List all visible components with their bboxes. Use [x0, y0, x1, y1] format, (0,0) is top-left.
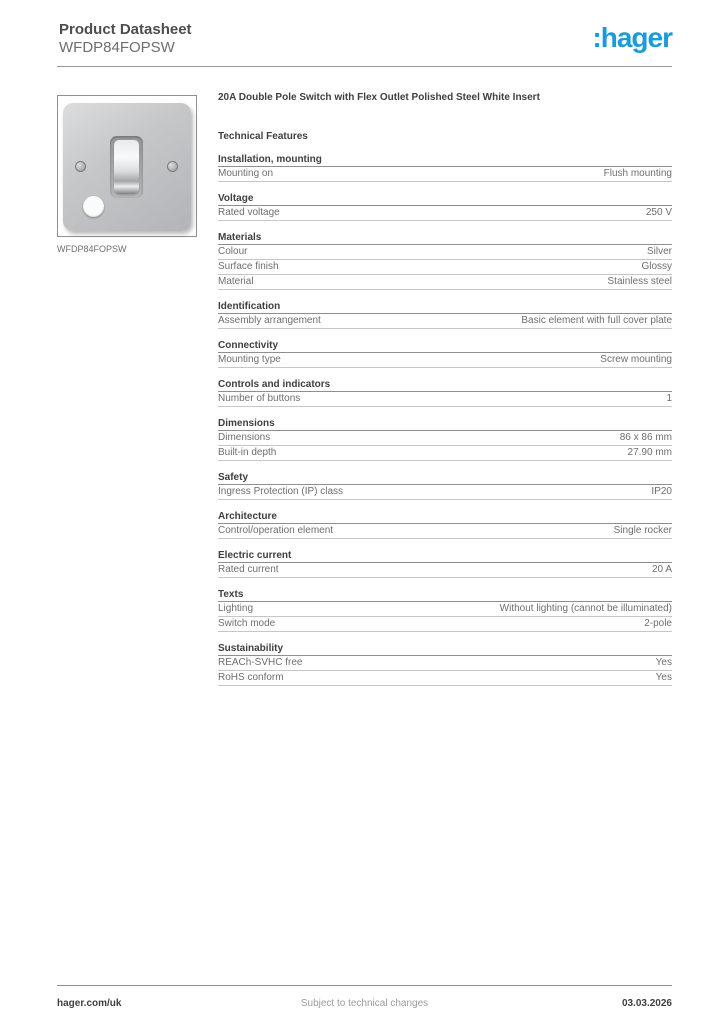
technical-features-heading: Technical Features — [218, 131, 308, 142]
image-caption: WFDP84FOPSW — [57, 244, 127, 254]
spec-label: Number of buttons — [218, 393, 301, 404]
page-header — [59, 21, 672, 57]
spec-row — [218, 602, 672, 617]
page-footer — [57, 997, 672, 1011]
spec-label: Mounting type — [218, 354, 281, 365]
spec-section — [218, 231, 672, 290]
spec-value: Without lighting (cannot be illuminated) — [499, 603, 672, 614]
spec-value: Yes — [655, 657, 672, 668]
spec-section — [218, 153, 672, 182]
spec-section — [218, 417, 672, 461]
spec-value: Flush mounting — [603, 168, 672, 179]
spec-section — [218, 378, 672, 407]
screw-left-icon — [75, 161, 86, 172]
spec-column — [218, 91, 672, 686]
spec-section — [218, 471, 672, 500]
spec-value: 1 — [666, 393, 672, 404]
spec-value: Glossy — [641, 261, 672, 272]
spec-value: Stainless steel — [607, 276, 672, 287]
spec-label: Rated voltage — [218, 207, 280, 218]
spec-section — [218, 588, 672, 632]
spec-row — [218, 617, 672, 632]
spec-section — [218, 339, 672, 368]
spec-section — [218, 510, 672, 539]
spec-section-title: Electric current — [218, 549, 672, 563]
product-image-column — [57, 95, 197, 254]
spec-label: RoHS conform — [218, 672, 284, 683]
spec-row — [218, 392, 672, 407]
spec-value: 250 V — [645, 207, 672, 218]
spec-row — [218, 275, 672, 290]
spec-row — [218, 446, 672, 461]
spec-value: Yes — [655, 672, 672, 683]
rocker-switch-graphic — [110, 136, 143, 198]
spec-row — [218, 206, 672, 221]
hager-logo: :hager — [592, 22, 672, 53]
spec-value: 86 x 86 mm — [619, 432, 672, 443]
spec-section — [218, 300, 672, 329]
spec-section — [218, 192, 672, 221]
spec-section-title: Voltage — [218, 192, 672, 206]
spec-row — [218, 245, 672, 260]
spec-value: Single rocker — [613, 525, 672, 536]
rocker-button-graphic — [114, 140, 139, 194]
spec-row — [218, 353, 672, 368]
spec-section-title: Texts — [218, 588, 672, 602]
spec-section-title: Safety — [218, 471, 672, 485]
spec-label: Surface finish — [218, 261, 279, 272]
spec-section — [218, 642, 672, 686]
footer-date: 03.03.2026 — [621, 998, 672, 1009]
product-title: 20A Double Pole Switch with Flex Outlet Polished Steel White Insert — [218, 92, 540, 103]
spec-section-title: Identification — [218, 300, 672, 314]
spec-value: Basic element with full cover plate — [521, 315, 672, 326]
spec-label: Assembly arrangement — [218, 315, 321, 326]
spec-row — [218, 431, 672, 446]
spec-value: Silver — [646, 246, 672, 257]
spec-value: 20 A — [651, 564, 672, 575]
header-title-block — [59, 21, 192, 57]
spec-row — [218, 260, 672, 275]
footer-website-link[interactable]: hager.com/uk — [57, 998, 122, 1009]
spec-value: IP20 — [651, 486, 672, 497]
spec-label: Ingress Protection (IP) class — [218, 486, 344, 497]
spec-row — [218, 524, 672, 539]
spec-section-title: Installation, mounting — [218, 153, 672, 167]
footer-disclaimer: Subject to technical changes — [300, 998, 429, 1009]
spec-section-title: Sustainability — [218, 642, 672, 656]
spec-label: Rated current — [218, 564, 279, 575]
spec-label: Colour — [218, 246, 248, 257]
spec-label: Control/operation element — [218, 525, 334, 536]
spec-section-title: Controls and indicators — [218, 378, 672, 392]
spec-value: 2-pole — [644, 618, 672, 629]
spec-section-title: Architecture — [218, 510, 672, 524]
doc-type-title: Product Datasheet — [59, 21, 192, 38]
spec-label: Switch mode — [218, 618, 276, 629]
spec-value: 27.90 mm — [627, 447, 672, 458]
spec-section-title: Dimensions — [218, 417, 672, 431]
spec-row — [218, 485, 672, 500]
switch-plate-graphic — [63, 103, 191, 231]
spec-label: Mounting on — [218, 168, 274, 179]
spec-value: Screw mounting — [600, 354, 672, 365]
screw-right-icon — [167, 161, 178, 172]
spec-section-title: Materials — [218, 231, 672, 245]
product-image — [57, 95, 197, 237]
footer-divider — [57, 985, 672, 986]
header-divider — [57, 66, 672, 67]
spec-label: REACh-SVHC free — [218, 657, 303, 668]
spec-sections — [218, 153, 672, 686]
spec-section-title: Connectivity — [218, 339, 672, 353]
spec-section — [218, 549, 672, 578]
spec-label: Lighting — [218, 603, 254, 614]
spec-row — [218, 167, 672, 182]
product-code: WFDP84FOPSW — [59, 39, 175, 56]
spec-row — [218, 671, 672, 686]
spec-label: Material — [218, 276, 254, 287]
spec-row — [218, 656, 672, 671]
flex-outlet-graphic — [83, 196, 104, 217]
spec-row — [218, 563, 672, 578]
spec-label: Built-in depth — [218, 447, 277, 458]
spec-row — [218, 314, 672, 329]
spec-label: Dimensions — [218, 432, 271, 443]
